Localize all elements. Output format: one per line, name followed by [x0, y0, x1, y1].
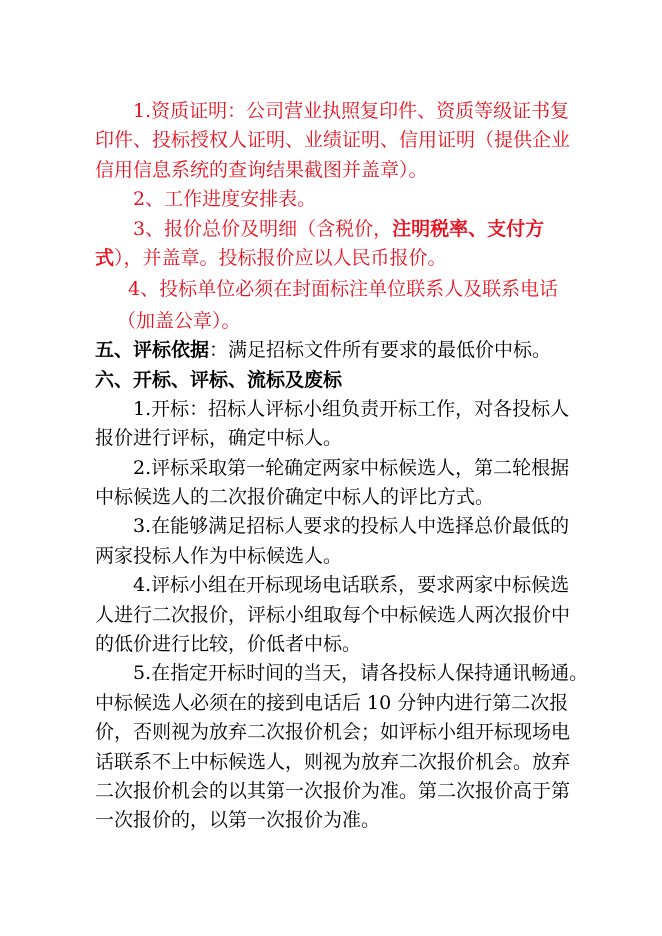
text-line: [95, 718, 570, 747]
text-line: [95, 777, 570, 806]
paragraph: [95, 366, 570, 395]
text-line: [95, 454, 570, 483]
bold-text: 注明税率、支付方: [392, 217, 545, 240]
text: ），并盖章。投标报价应以人民币报价。: [114, 246, 447, 269]
text-line: [95, 512, 570, 541]
text-line: [95, 689, 570, 718]
text: 话联系不上中标候选人，则视为放弃二次报价机会。放弃: [95, 750, 571, 773]
text: 两家投标人作为中标候选人。: [95, 544, 343, 567]
text: 的低价进行比较，价低者中标。: [95, 633, 362, 656]
paragraph: [95, 454, 570, 513]
text: 2、工作进度安排表。: [133, 188, 317, 211]
text-line: [95, 659, 589, 688]
text: 3、报价总价及明细（含税价，: [133, 217, 393, 240]
text-line: [95, 366, 570, 395]
text-line: [95, 156, 570, 185]
paragraph: [95, 336, 570, 365]
text: 1.资质证明：公司营业执照复印件、资质等级证书复: [133, 100, 570, 122]
text: 4、投标单位必须在封面标注单位联系人及联系电话: [128, 278, 559, 301]
text: 3.在能够满足招标人要求的投标人中选择总价最低的: [133, 515, 570, 538]
text: 中标候选人必须在的接到电话后 10 分钟内进行第二次报: [95, 691, 569, 714]
text: 1.开标：招标人评标小组负责开标工作，对各投标人: [133, 397, 570, 420]
text: 一次报价的，以第一次报价为准。: [95, 809, 381, 832]
text: 4.评标小组在开标现场电话联系，要求两家中标候选: [133, 574, 570, 597]
text-line: [95, 601, 570, 630]
paragraph: [95, 215, 570, 274]
text-line: [95, 424, 570, 453]
text: 二次报价机会的以其第一次报价为准。第二次报价高于第: [95, 779, 571, 802]
text-line: [95, 275, 570, 304]
paragraph: [95, 307, 570, 336]
paragraph: [95, 275, 570, 304]
text-line: [95, 806, 570, 835]
text-line: [95, 571, 570, 600]
text-line: [95, 97, 570, 126]
text-line: [95, 395, 570, 424]
text: 报价进行评标，确定中标人。: [95, 427, 343, 450]
text-line: [95, 748, 570, 777]
text: 价，否则视为放弃二次报价机会；如评标小组开标现场电: [95, 721, 571, 744]
bold-text: 六、开标、评标、流标及废标: [95, 368, 343, 391]
text: 印件、投标授权人证明、业绩证明、信用证明（提供企业: [95, 129, 571, 152]
text: （加盖公章）。: [117, 309, 241, 332]
text-line: [95, 336, 570, 365]
text: 2.评标采取第一轮确定两家中标候选人，第二轮根据: [133, 456, 570, 479]
paragraph: [95, 512, 570, 571]
text: 信用信息系统的查询结果截图并盖章）。: [95, 158, 428, 181]
paragraph: [95, 571, 570, 659]
paragraph: [95, 97, 570, 185]
paragraph: [95, 659, 589, 835]
text-line: [95, 244, 570, 273]
text-line: [95, 630, 570, 659]
text: ：满足招标文件所有要求的最低价中标。: [209, 339, 552, 362]
text-line: [95, 126, 570, 155]
text-line: [95, 215, 570, 244]
paragraph: [95, 395, 570, 454]
text-line: [95, 542, 570, 571]
paragraph: [95, 185, 570, 214]
text-line: [95, 483, 570, 512]
bold-text: 五、评标依据: [95, 339, 210, 362]
document-body: [95, 97, 589, 836]
bold-text: 式: [95, 246, 115, 269]
text: 5.在指定开标时间的当天，请各投标人保持通讯畅通。: [133, 662, 589, 685]
text-line: [95, 307, 570, 336]
text: 人进行二次报价，评标小组取每个中标候选人两次报价中: [95, 603, 571, 626]
text: 中标候选人的二次报价确定中标人的评比方式。: [95, 486, 495, 509]
text-line: [95, 185, 570, 214]
